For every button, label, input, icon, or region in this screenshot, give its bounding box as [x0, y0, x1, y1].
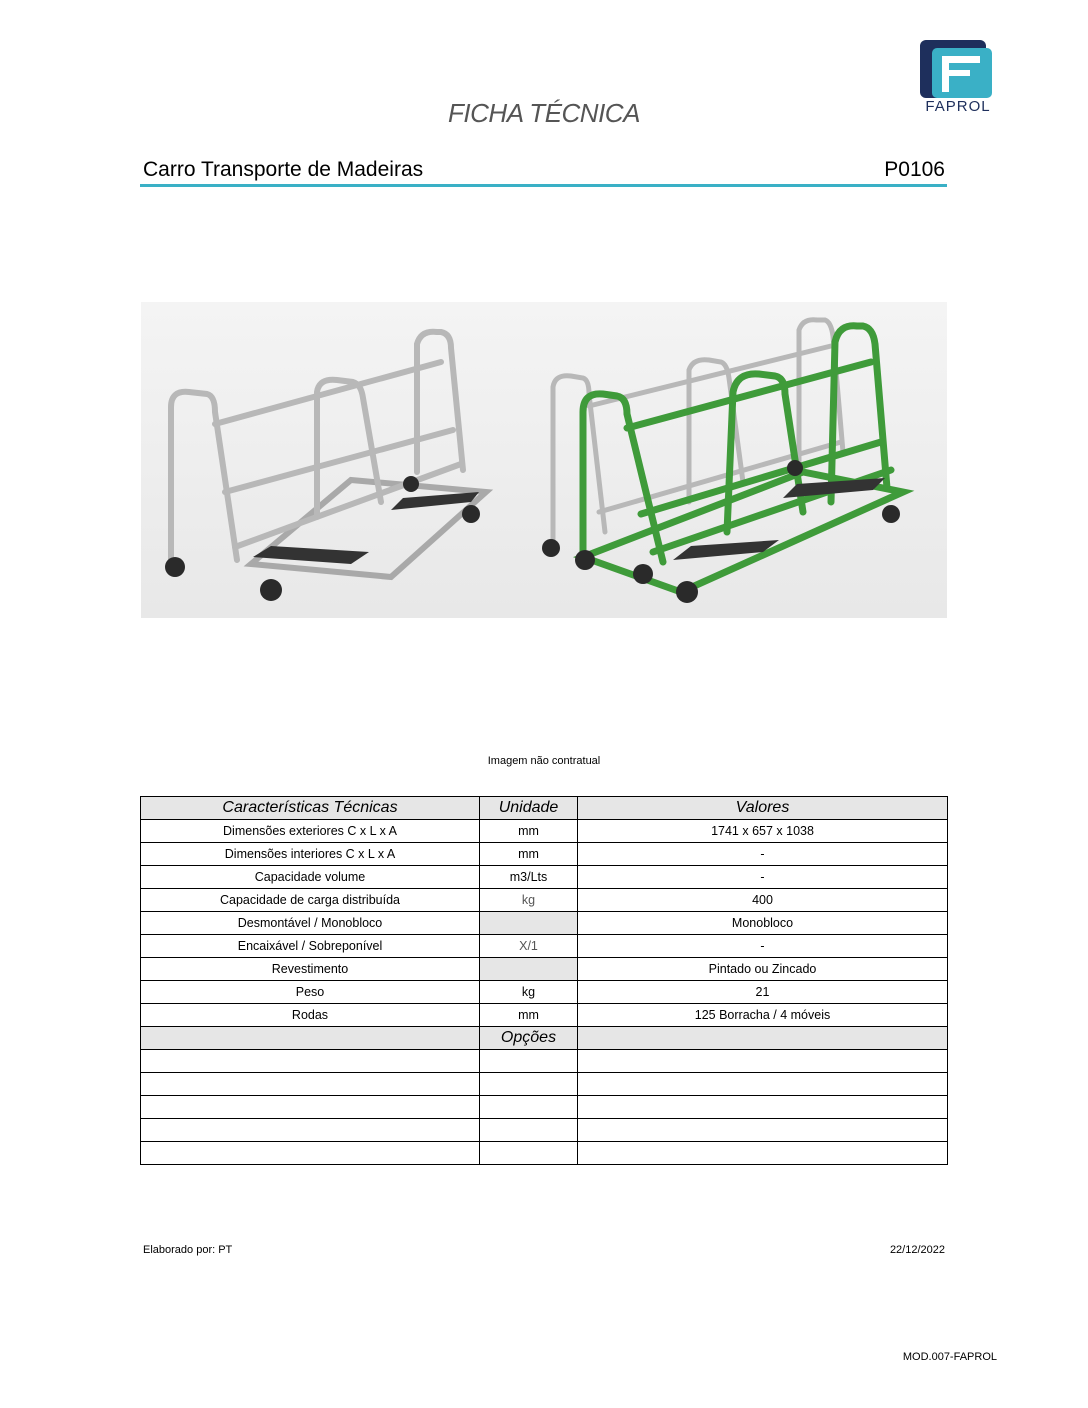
spec-label: Encaixável / Sobreponível	[141, 935, 480, 958]
spec-unit: m3/Lts	[480, 866, 578, 889]
product-code: P0106	[884, 158, 945, 181]
table-row	[141, 866, 948, 889]
spec-table	[140, 796, 948, 1165]
spec-value: 21	[578, 981, 948, 1004]
spec-unit: mm	[480, 843, 578, 866]
spec-value: 1741 x 657 x 1038	[578, 820, 948, 843]
spec-unit	[480, 912, 578, 935]
options-row	[141, 1096, 948, 1119]
spec-unit: kg	[480, 889, 578, 912]
logo-text: FAPROL	[925, 98, 991, 115]
spec-unit: mm	[480, 820, 578, 843]
options-header-row	[141, 1027, 948, 1050]
spec-label: Rodas	[141, 1004, 480, 1027]
form-code: MOD.007-FAPROL	[902, 1351, 997, 1363]
table-row	[141, 889, 948, 912]
spec-label: Desmontável / Monobloco	[141, 912, 480, 935]
title-divider	[140, 184, 947, 187]
trolley-green-render-icon	[513, 302, 947, 618]
spec-label: Dimensões interiores C x L x A	[141, 843, 480, 866]
header-values: Valores	[578, 797, 948, 820]
spec-value: Pintado ou Zincado	[578, 958, 948, 981]
spec-label: Dimensões exteriores C x L x A	[141, 820, 480, 843]
trolley-zinc-render-icon	[141, 302, 513, 618]
spec-value: Monobloco	[578, 912, 948, 935]
product-name: Carro Transporte de Madeiras	[143, 158, 424, 181]
spec-value: -	[578, 866, 948, 889]
spec-value: -	[578, 843, 948, 866]
options-row	[141, 1119, 948, 1142]
spec-unit: kg	[480, 981, 578, 1004]
prepared-by: Elaborado por: PT	[143, 1244, 233, 1256]
table-row	[141, 935, 948, 958]
spec-unit: mm	[480, 1004, 578, 1027]
options-row	[141, 1050, 948, 1073]
header-unit: Unidade	[480, 797, 578, 820]
table-row	[141, 912, 948, 935]
header-characteristics: Características Técnicas	[141, 797, 480, 820]
spec-label: Capacidade volume	[141, 866, 480, 889]
table-row	[141, 1004, 948, 1027]
options-row	[141, 1073, 948, 1096]
spec-label: Capacidade de carga distribuída	[141, 889, 480, 912]
image-disclaimer: Imagem não contratual	[487, 755, 601, 767]
spec-value: 400	[578, 889, 948, 912]
spec-value: -	[578, 935, 948, 958]
spec-label: Peso	[141, 981, 480, 1004]
options-empty-cell	[141, 1027, 480, 1050]
spec-unit: X/1	[480, 935, 578, 958]
table-row	[141, 843, 948, 866]
spec-table-header	[141, 797, 948, 820]
options-label: Opções	[480, 1027, 578, 1050]
options-row	[141, 1142, 948, 1165]
spec-label: Revestimento	[141, 958, 480, 981]
options-empty-cell	[578, 1027, 948, 1050]
spec-value: 125 Borracha / 4 móveis	[578, 1004, 948, 1027]
document-title: FICHA TÉCNICA	[448, 98, 640, 128]
document-date: 22/12/2022	[889, 1244, 945, 1256]
table-row	[141, 958, 948, 981]
spec-unit	[480, 958, 578, 981]
table-row	[141, 981, 948, 1004]
table-row	[141, 820, 948, 843]
